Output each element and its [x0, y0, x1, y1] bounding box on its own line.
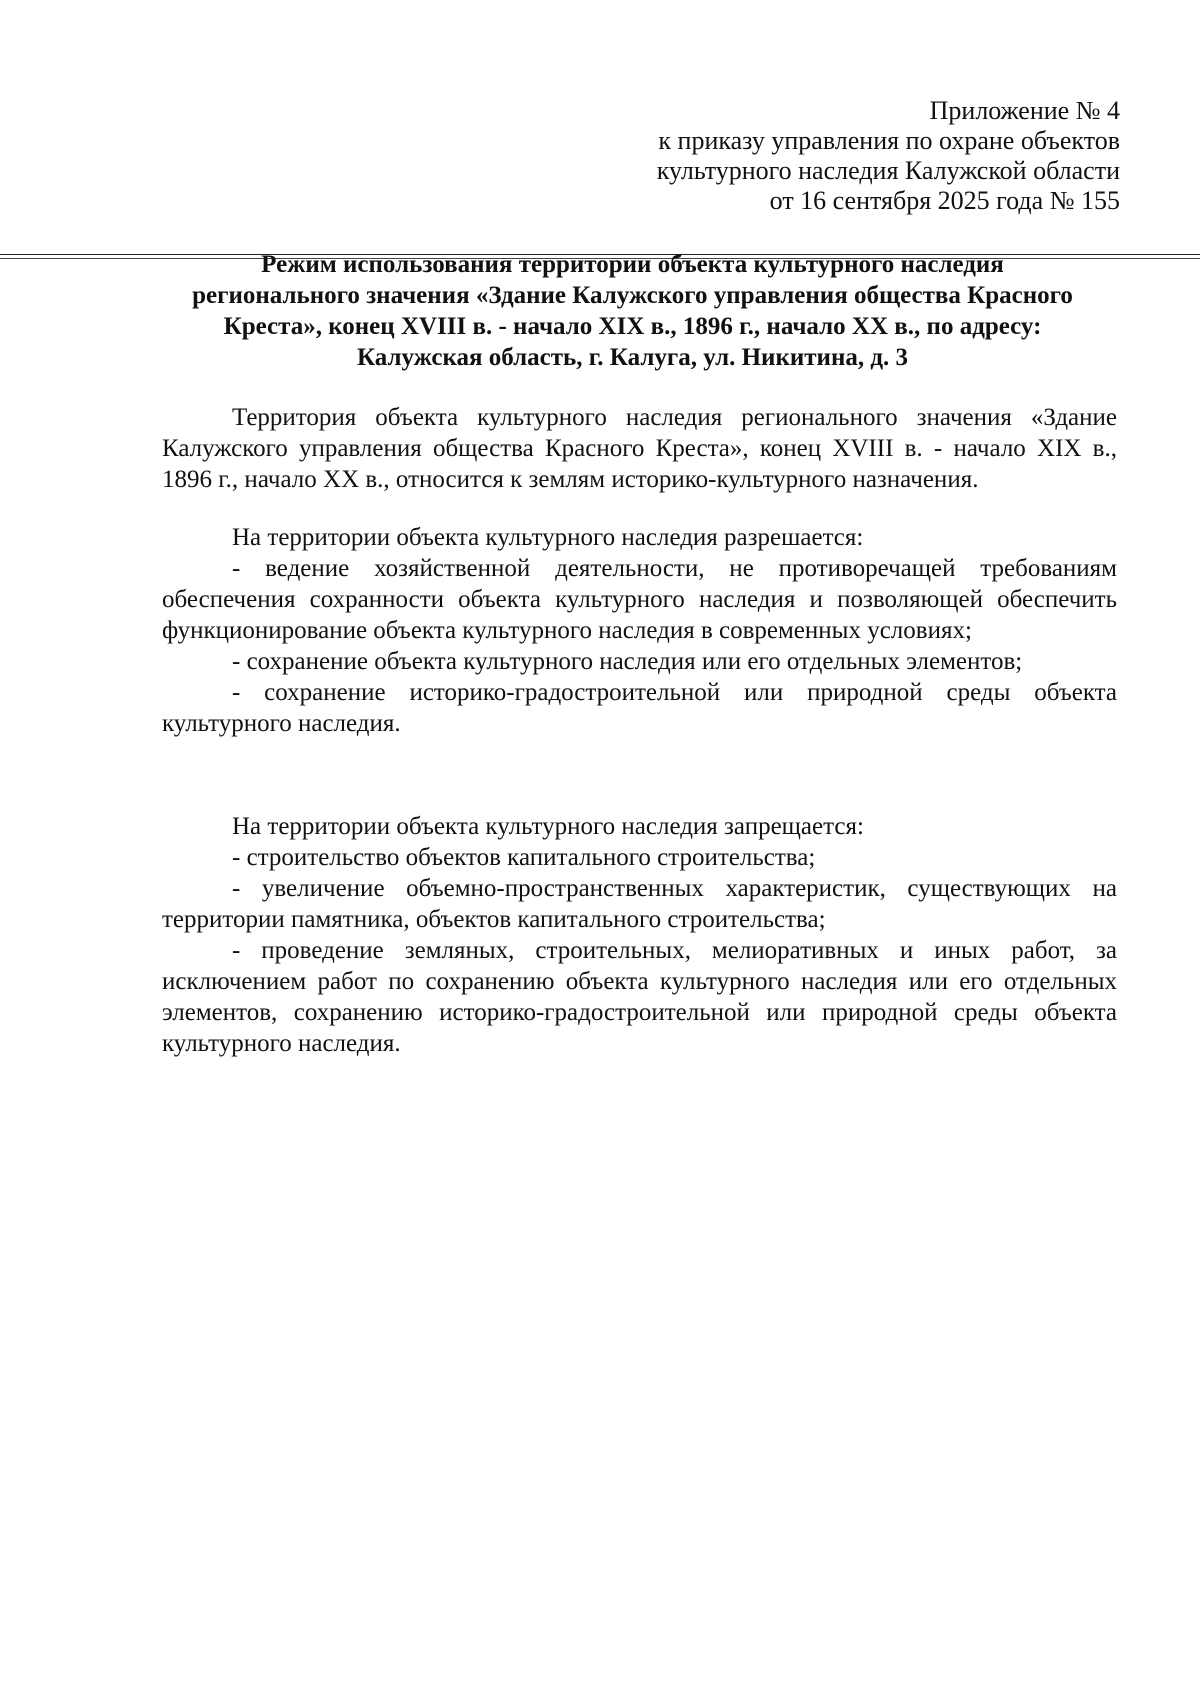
appendix-header: [657, 96, 1120, 216]
forbidden-heading: На территории объекта культурного наследия запрещается:: [232, 813, 864, 840]
forbidden-item: - увеличение объемно-пространственных характеристик, существующих на территории памятника, объектов капитального строительства;: [162, 875, 1117, 933]
appendix-order-ref: к приказу управления по охране объектов: [658, 126, 1120, 155]
forbidden-item: - проведение земляных, строительных, мелиоративных и иных работ, за исключением работ по сохранению объекта культурного наследия или его отдельных элементов, сохранению историко-градостроительной или природной среды объекта культурного наследия.: [162, 937, 1117, 1057]
intro-paragraph: Территория объекта культурного наследия регионального значения «Здание Калужского управления общества Красного Креста», конец XVIII в. - начало XIX в., 1896 г., начало XX в., относится к землям историко-культурного назначения.: [162, 404, 1117, 493]
allowed-item: - ведение хозяйственной деятельности, не противоречащей требованиям обеспечения сохранности объекта культурного наследия и позволяющей обеспечить функционирование объекта культурного наследия в современных условиях;: [162, 555, 1117, 644]
allowed-item: - сохранение объекта культурного наследия или его отдельных элементов;: [232, 648, 1023, 675]
forbidden-section: [162, 811, 1117, 1059]
title-line: Калужская область, г. Калуга, ул. Никитина, д. 3: [356, 344, 908, 371]
title-line: Режим использования территории объекта культурного наследия: [261, 251, 1004, 278]
document-title: [150, 249, 1115, 373]
forbidden-item: - строительство объектов капитального строительства;: [232, 844, 816, 871]
title-line: Креста», конец XVIII в. - начало XIX в., 1896 г., начало XX в., по адресу:: [223, 313, 1042, 340]
title-line: регионального значения «Здание Калужского управления общества Красного: [192, 282, 1073, 309]
allowed-section: [162, 522, 1117, 739]
appendix-date: от 16 сентября 2025 года № 155: [769, 186, 1120, 215]
allowed-item: - сохранение историко-градостроительной или природной среды объекта культурного наследия.: [162, 679, 1117, 737]
appendix-number: Приложение № 4: [929, 96, 1120, 125]
appendix-authority: культурного наследия Калужской области: [656, 156, 1120, 185]
intro-section: [162, 402, 1117, 495]
allowed-heading: На территории объекта культурного наследия разрешается:: [232, 524, 864, 551]
